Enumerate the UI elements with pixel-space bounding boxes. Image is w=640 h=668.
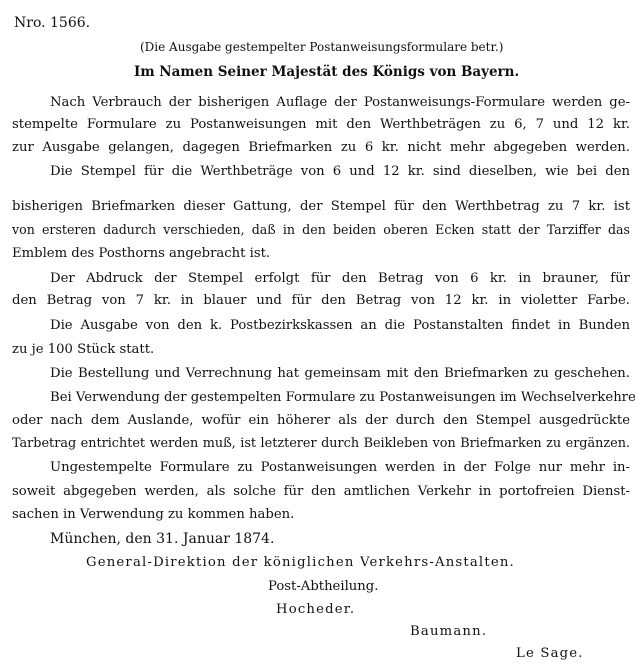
body-line-9: den Betrag von 7 kr. in blauer und für den Betrag von 12 kr. in violetter Farbe. (12, 293, 630, 308)
signer-le-sage: Le Sage. (516, 646, 584, 661)
date-line: München, den 31. Januar 1874. (50, 531, 275, 547)
body-line-16: Ungestempelte Formulare zu Postanweisungen werden in der Folge nur mehr in- (50, 460, 630, 475)
body-line-7: Emblem des Posthorns angebracht ist. (12, 246, 271, 261)
decree-heading: Im Namen Seiner Majestät des Königs von Bayern. (134, 64, 520, 80)
authority-line: General-Direktion der königlichen Verkehrs-Anstalten. (86, 555, 515, 570)
signer-hocheder: Hocheder. (276, 602, 356, 617)
body-line-15: Tarbetrag entrichtet werden muß, ist letzterer durch Beikleben von Briefmarken zu ergänzen. (12, 436, 630, 451)
department-line: Post-Abtheilung. (268, 579, 379, 594)
body-line-8: Der Abdruck der Stempel erfolgt für den Betrag von 6 kr. in brauner, für (50, 271, 630, 286)
body-line-1: Nach Verbrauch der bisherigen Auflage der Postanweisungs-Formulare werden ge- (50, 95, 630, 110)
body-line-5: bisherigen Briefmarken dieser Gattung, der Stempel für den Werthbetrag zu 7 kr. ist (12, 199, 630, 214)
signer-baumann: Baumann. (410, 624, 488, 639)
body-line-10: Die Ausgabe von den k. Postbezirkskassen an die Postanstalten findet in Bunden (50, 318, 630, 333)
body-line-11: zu je 100 Stück statt. (12, 342, 155, 357)
body-line-6: von ersteren dadurch verschieden, daß in den beiden oberen Ecken statt der Tarziffer das (12, 222, 630, 237)
body-line-2: stempelte Formulare zu Postanweisungen mit den Werthbeträgen zu 6, 7 und 12 kr. (12, 117, 630, 132)
decree-subject: (Die Ausgabe gestempelter Postanweisungsformulare betr.) (140, 40, 504, 54)
body-line-3: zur Ausgabe gelangen, dagegen Briefmarken zu 6 kr. nicht mehr abgegeben werden. (12, 140, 630, 155)
decree-number: Nro. 1566. (14, 15, 91, 31)
body-line-4: Die Stempel für die Werthbeträge von 6 und 12 kr. sind dieselben, wie bei den (50, 164, 630, 179)
body-line-17: soweit abgegeben werden, als solche für den amtlichen Verkehr in portofreien Dienst- (12, 484, 630, 499)
body-line-14: oder nach dem Auslande, wofür ein höherer als der durch den Stempel ausgedrückte (12, 413, 630, 428)
body-line-18: sachen in Verwendung zu kommen haben. (12, 507, 295, 522)
body-line-13: Bei Verwendung der gestempelten Formulare zu Postanweisungen im Wechselverkehre (50, 390, 636, 405)
body-line-12: Die Bestellung und Verrechnung hat gemeinsam mit den Briefmarken zu geschehen. (50, 366, 630, 381)
